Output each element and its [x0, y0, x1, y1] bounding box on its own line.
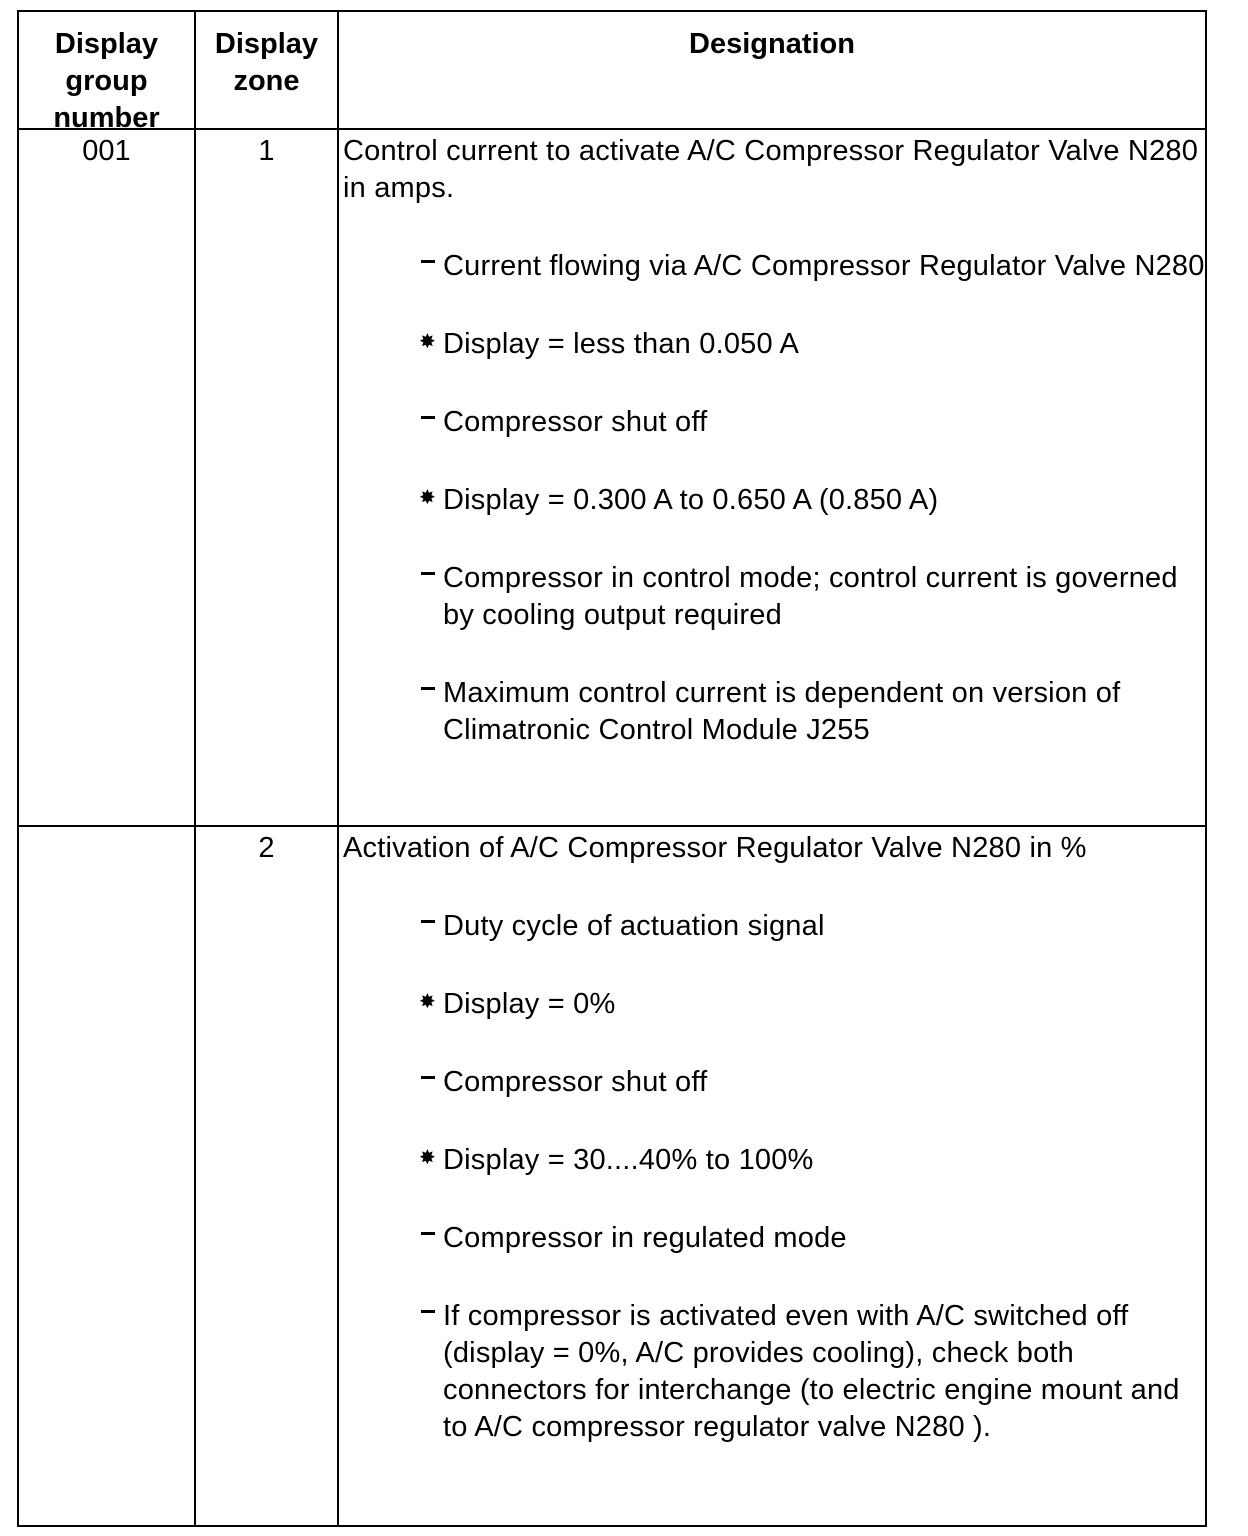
list-item	[343, 986, 1205, 1023]
designation-list	[343, 248, 1205, 749]
table-row	[19, 130, 1205, 827]
designation-title: Activation of A/C Compressor Regulator Valve N280 in %	[343, 832, 1087, 864]
display-zone-cell: 1	[196, 130, 339, 825]
list-item-text: Display = 0.300 A to 0.650 A (0.850 A)	[443, 484, 939, 516]
header-display-zone: Display zone	[196, 12, 339, 128]
table-header-row	[19, 12, 1205, 134]
list-item-text: Display = 0%	[443, 988, 616, 1020]
designation-cell	[339, 827, 1205, 1525]
list-item	[343, 908, 1205, 945]
designation-cell	[339, 130, 1205, 825]
table-row	[19, 827, 1205, 1525]
header-designation: Designation	[689, 28, 855, 60]
list-item-text: Display = 30....40% to 100%	[443, 1144, 814, 1176]
list-item-text: Maximum control current is dependent on version of Climatronic Control Module J255	[443, 677, 1121, 746]
list-item	[343, 482, 1205, 519]
list-item	[343, 675, 1205, 749]
list-item	[343, 326, 1205, 363]
list-item-text: Compressor shut off	[443, 406, 708, 438]
list-item-text: Compressor in control mode; control current is governed by cooling output required	[443, 562, 1178, 631]
list-item-text: Compressor shut off	[443, 1066, 708, 1098]
list-item-text: If compressor is activated even with A/C switched off (display = 0%, A/C provides cooling), check both connectors for interchange (to electric engine mount and to A/C compressor regulator valve N280 ).	[443, 1300, 1180, 1443]
designation-list	[343, 908, 1205, 1446]
display-zone-cell: 2	[196, 827, 339, 1525]
list-item	[343, 1142, 1205, 1179]
list-item-text: Display = less than 0.050 A	[443, 328, 800, 360]
list-item	[343, 1298, 1205, 1446]
list-item	[343, 404, 1205, 441]
list-item	[343, 1220, 1205, 1257]
list-item-text: Current flowing via A/C Compressor Regulator Valve N280	[443, 250, 1205, 282]
display-group-number-cell: 001	[19, 130, 196, 825]
list-item	[343, 248, 1205, 285]
list-item	[343, 1064, 1205, 1101]
display-group-table	[17, 10, 1207, 1527]
list-item-text: Compressor in regulated mode	[443, 1222, 847, 1254]
display-group-number-cell	[19, 827, 196, 1525]
header-display-group-number: Display group number	[19, 12, 196, 128]
list-item-text: Duty cycle of actuation signal	[443, 910, 825, 942]
designation-title: Control current to activate A/C Compressor Regulator Valve N280 in amps.	[343, 135, 1199, 204]
list-item	[343, 560, 1205, 634]
